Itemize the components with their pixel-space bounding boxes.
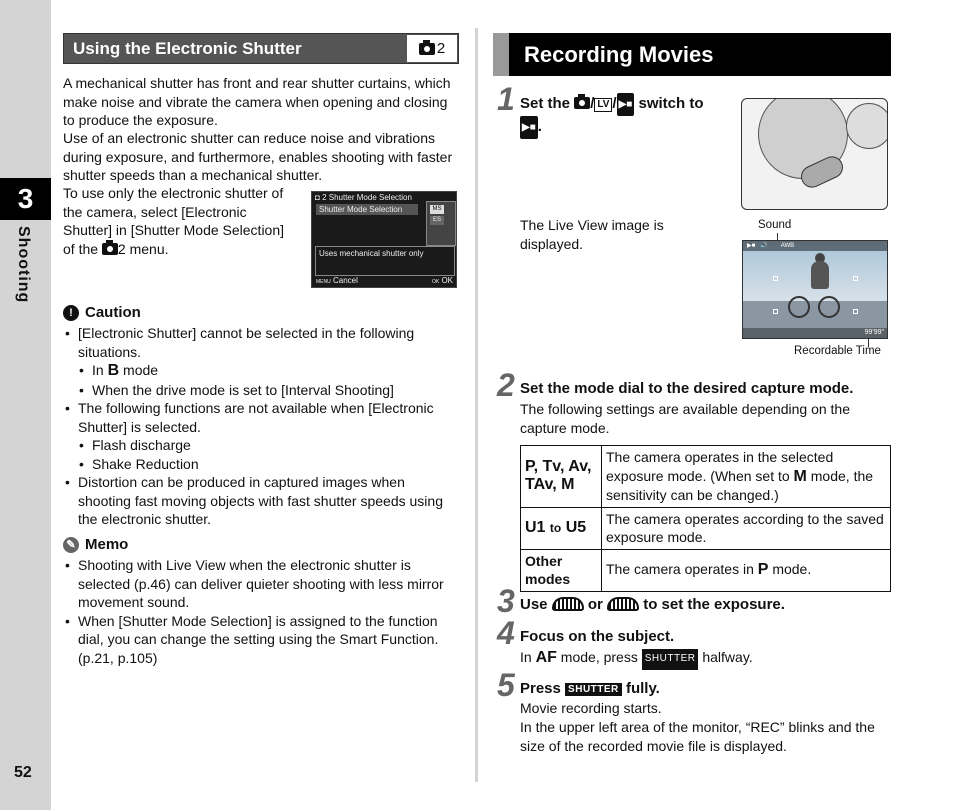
section-header-electronic-shutter	[63, 33, 459, 64]
lv-rider	[811, 261, 829, 289]
step-number-3: 3	[497, 583, 515, 619]
step4-text: mode, press	[560, 649, 638, 665]
caution-icon: !	[63, 305, 79, 321]
lcd-menu-item: Shutter Mode Selection	[316, 204, 418, 215]
list-item: • [Electronic Shutter] cannot be selected in the following situations.	[63, 324, 459, 361]
section-title: Using the Electronic Shutter	[73, 39, 302, 58]
table-text: The camera operates in	[606, 561, 754, 578]
column-divider	[475, 28, 478, 782]
table-cell-desc: The camera operates according to the saved exposure mode.	[602, 507, 891, 549]
step-title-5	[520, 680, 660, 697]
intro-paragraph-2: Use of an electronic shutter can reduce noise and vibrations during exposure, and furthermore, enables shooting with faster shutter speeds than a mechanical shutter.	[63, 130, 453, 183]
shutter-button-icon: SHUTTER	[565, 683, 622, 696]
caution-list	[63, 324, 459, 529]
header-accent	[493, 33, 509, 76]
movie-icon: ▶■	[520, 116, 538, 139]
intro-paragraph-3	[63, 184, 295, 258]
chapter-name: Shooting	[15, 226, 32, 304]
memo-list	[63, 556, 459, 667]
page-number: 52	[14, 764, 32, 781]
secondary-dial-illustration	[846, 103, 888, 149]
chapter-sidebar	[0, 0, 51, 810]
step5-text: fully.	[625, 680, 660, 697]
chapter-number: 3	[0, 178, 51, 220]
capture-mode-table	[520, 445, 891, 592]
memo-title: Memo	[85, 536, 129, 553]
menu-screen-image	[311, 191, 457, 288]
lv-wheel	[818, 296, 840, 318]
lcd-description: Uses mechanical shutter only	[315, 246, 455, 276]
table-row	[521, 446, 891, 508]
lcd-cancel	[316, 276, 358, 285]
lcd-header-text: Shutter Mode Selection	[328, 193, 412, 202]
intro3-suffix: 2 menu.	[117, 240, 169, 257]
callout-recordable-time: Recordable Time	[794, 345, 881, 357]
step3-text: or	[587, 596, 603, 613]
program-mode-icon: P	[757, 561, 769, 579]
live-view-screen-image	[742, 240, 888, 339]
table-text: The camera operates in the selected exposure mode. (When set to	[606, 449, 834, 484]
rear-dial-icon	[607, 597, 639, 611]
step4-text: In	[520, 649, 532, 665]
list-item: • Shake Reduction	[63, 455, 459, 474]
lcd-tab: 2	[322, 193, 327, 202]
list-item: • The following functions are not available when [Electronic Shutter] is selected.	[63, 399, 459, 436]
section-header-recording-movies	[493, 33, 891, 76]
step3-text: to set the exposure.	[643, 596, 785, 613]
list-item-text: mode	[123, 362, 159, 378]
step4-description	[520, 648, 753, 670]
step1-text: Set the	[520, 95, 571, 112]
step-number-2: 2	[497, 367, 515, 403]
section-title: Recording Movies	[524, 42, 714, 67]
list-item: • Shooting with Live View when the electronic shutter is selected (p.46) can deliver quieter shooting with less mirror movement sound.	[63, 556, 459, 612]
bulb-mode-icon: B	[107, 362, 120, 379]
lv-af-point	[853, 276, 858, 281]
table-row	[521, 549, 891, 591]
live-view-icon: LV	[594, 98, 612, 112]
step-number-1: 1	[497, 81, 515, 117]
step-title-4: Focus on the subject.	[520, 628, 675, 645]
lcd-ok	[432, 276, 453, 285]
lcd-menu-key: MENU	[316, 279, 331, 285]
shutter-button-icon: SHUTTER	[642, 649, 699, 670]
lcd-option-popup	[426, 201, 456, 246]
table-cell-desc	[602, 549, 891, 591]
lcd-ok-label: OK	[441, 276, 453, 285]
menu-tab-tag	[407, 35, 457, 62]
table-row	[521, 507, 891, 549]
intro3-text: To use only the electronic shutter of the camera, select [Electronic Shutter] in [Shutter Mode Selection] of the	[63, 185, 285, 257]
step-number-5: 5	[497, 667, 515, 703]
table-text: mode, the sensitivity can be changed.)	[606, 467, 874, 503]
camera-illustration	[741, 98, 888, 210]
callout-sound: Sound	[758, 219, 792, 231]
table-cell-desc	[602, 446, 891, 508]
lcd-option-ms: MS	[430, 205, 444, 214]
caution-heading	[63, 304, 141, 321]
movie-icon: ▶■	[617, 93, 635, 116]
af-icon: AF	[535, 649, 557, 666]
intro-paragraph-1: A mechanical shutter has front and rear shutter curtains, which make noise and vibrate the camera when opening and closing to produce the exposure.	[63, 75, 451, 128]
table-cell-key: Other modes	[521, 549, 602, 591]
memo-heading	[63, 536, 128, 553]
user-mode-icon: U1	[525, 518, 546, 536]
step-title-2: Set the mode dial to the desired capture mode.	[520, 380, 854, 397]
list-item: • When the drive mode is set to [Interval Shooting]	[63, 381, 459, 400]
step5-text: Press	[520, 680, 561, 697]
lv-awb: AWB	[780, 243, 795, 249]
lv-status-bar: ▶■ 🔊 AWB	[743, 241, 888, 251]
step1-text: switch to	[638, 95, 704, 112]
step3-text: Use	[520, 596, 548, 613]
list-item: • Flash discharge	[63, 436, 459, 455]
lcd-ok-key: OK	[431, 279, 440, 285]
table-cell-key: P, Tv, Av, TAv, M	[521, 446, 602, 508]
step-number-4: 4	[497, 615, 515, 651]
step2-description: The following settings are available depending on the capture mode.	[520, 401, 851, 436]
lcd-header: ◘ 2 Shutter Mode Selection	[315, 193, 412, 202]
step4-text: halfway.	[702, 649, 753, 665]
user-mode-icon: U5	[565, 518, 587, 536]
camera-icon	[102, 243, 118, 255]
lv-af-point	[773, 276, 778, 281]
lcd-option-es: ES	[430, 216, 444, 225]
table-text: to	[549, 520, 562, 535]
camera-icon	[574, 97, 590, 109]
lv-af-point	[773, 309, 778, 314]
list-item: • When [Shutter Mode Selection] is assigned to the function dial, you can change the setting using the Smart Function. (p.21, p.105)	[63, 612, 459, 668]
manual-mode-icon: M	[793, 467, 807, 485]
memo-icon: ✎	[63, 537, 79, 553]
lv-af-point	[853, 309, 858, 314]
step5-description-1: Movie recording starts.	[520, 700, 662, 716]
list-item: • Distortion can be produced in captured images when shooting fast moving objects with fast shutter speeds using the electronic shutter.	[63, 473, 459, 529]
lv-recordable-time: 99'99"	[743, 328, 888, 338]
step5-description-2: In the upper left area of the monitor, “REC” blinks and the size of the recorded movie file is displayed.	[520, 719, 875, 754]
list-item	[63, 361, 459, 381]
step-title-3	[520, 596, 785, 613]
lcd-cancel-label: Cancel	[332, 276, 358, 285]
step1-description: The Live View image is displayed.	[520, 217, 664, 252]
table-cell-key	[521, 507, 602, 549]
table-text: mode.	[772, 561, 812, 578]
lv-wheel	[788, 296, 810, 318]
caution-title: Caution	[85, 304, 141, 321]
front-dial-icon	[552, 597, 584, 611]
list-item-text: In	[92, 362, 104, 378]
step-title-1: Set the / LV / ▶■ switch to ▶■ .	[520, 93, 730, 139]
camera-icon	[419, 43, 435, 55]
tag-number: 2	[436, 40, 446, 57]
